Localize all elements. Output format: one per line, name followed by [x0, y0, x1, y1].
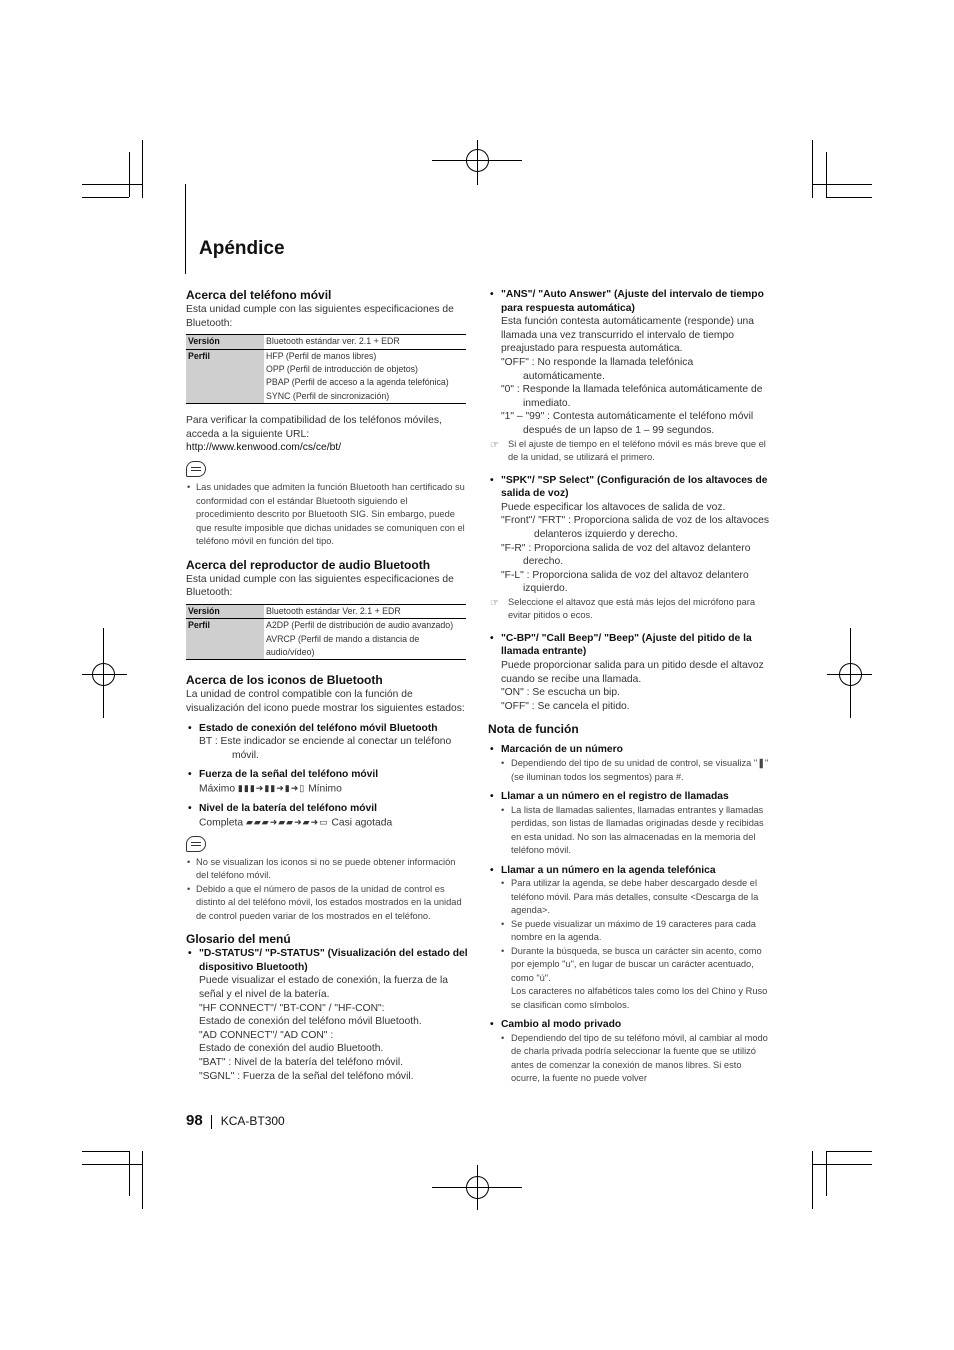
bullet-heading: • Cambio al modo privado: [490, 1019, 622, 1031]
paragraph: Puede proporcionar salida para un pitido desde el altavoz cuando se recibe una llamada.: [501, 660, 764, 685]
registration-mark: [466, 1176, 489, 1199]
bullet-heading: • "D-STATUS"/ "P-STATUS" (Visualización del estado del dispositivo Bluetooth): [188, 948, 468, 973]
paragraph: Estado de conexión del audio Bluetooth.: [199, 1043, 384, 1055]
bullet-heading: • Nivel de la batería del teléfono móvil: [188, 802, 377, 814]
note-icon: [186, 836, 206, 852]
spec-value: HFP (Perfil de manos libres): [266, 350, 377, 361]
paragraph: Para verificar la compatibilidad de los teléfonos móviles, acceda a la siguiente URL:: [186, 415, 442, 440]
note-icon: [186, 461, 206, 477]
bullet-heading: • "ANS"/ "Auto Answer" (Ajuste del intervalo de tiempo para respuesta automática): [490, 289, 764, 314]
right-column: [488, 288, 770, 1086]
paragraph: "SGNL" : Fuerza de la señal del teléfono móvil.: [199, 1070, 414, 1082]
spec-value: Bluetooth estándar Ver. 2.1 + EDR: [264, 604, 466, 618]
spec-value: A2DP (Perfil de distribución de audio avanzado): [266, 620, 454, 631]
paragraph: "F-L" : Proporciona salida de voz del altavoz delantero izquierdo.: [501, 569, 749, 595]
paragraph: "0" : Responde la llamada telefónica automáticamente de inmediato.: [501, 384, 763, 409]
bullet-heading: • "C-BP"/ "Call Beep"/ "Beep" (Ajuste del pitido de la llamada entrante): [490, 632, 752, 658]
signal-strength-icon: ▮▮▮➜▮▮➜▮➜▯: [237, 782, 306, 793]
note-item: • Para utilizar la agenda, se debe haber descargado desde el teléfono móvil. Para más detalles, consulte <Descarga de la agenda>.: [501, 878, 759, 916]
spec-key: Versión: [186, 335, 264, 349]
registration-mark: [839, 663, 862, 686]
note-item: • No se visualizan los iconos si no se puede obtener información del teléfono móvil.: [187, 856, 456, 881]
reference-note: ☞ Seleccione el altavoz que está más lejos del micrófono para evitar pitidos o ecos.: [490, 596, 756, 621]
crop-mark: [812, 184, 872, 185]
page-footer: [186, 1112, 285, 1129]
crop-mark: [826, 1151, 872, 1152]
paragraph: Estado de conexión del teléfono móvil Bluetooth.: [199, 1016, 422, 1028]
note-item: • Durante la búsqueda, se busca un carácter sin acento, como por ejemplo "u", en lugar de buscar un carácter acentuado, como "ú".: [501, 945, 762, 983]
battery-level-icon: ▰▰▰➜▰▰➜▰➜▭: [245, 816, 329, 827]
note-item: Los caracteres no alfabéticos tales como los del Chino y Ruso se clasifican como símbolos.: [511, 986, 768, 1010]
battery-levels: Completa ▰▰▰➜▰▰➜▰➜▭ Casi agotada: [199, 816, 393, 829]
title-bar: [185, 184, 186, 274]
crop-mark: [826, 152, 827, 197]
spec-table: [186, 604, 466, 661]
model-name: KCA-BT300: [220, 1114, 285, 1128]
bullet-heading: • Fuerza de la señal del teléfono móvil: [188, 769, 379, 781]
pointing-hand-icon: ☞: [490, 597, 499, 609]
bullet-heading: • Llamar a un número en el registro de llamadas: [490, 791, 729, 803]
spec-value: OPP (Perfil de introducción de objetos): [266, 364, 418, 374]
bullet-heading: • Estado de conexión del teléfono móvil Bluetooth: [188, 722, 438, 734]
spec-key: Perfil: [186, 349, 264, 404]
paragraph: BT : Este indicador se enciende al conectar un teléfono móvil.: [199, 736, 452, 761]
left-column: [186, 288, 468, 1083]
reference-note: ☞ Si el ajuste de tiempo en el teléfono móvil es más breve que el de la unidad, se utilizará el primero.: [490, 438, 766, 463]
crop-mark: [142, 1151, 143, 1209]
note-item: • La lista de llamadas salientes, llamadas entrantes y llamadas perdidas, son listas de llamadas originadas desde y recibidas en esta unidad. No son las almacenadas en la memoria del teléfono móvil.: [501, 804, 764, 856]
crop-mark: [82, 197, 129, 198]
spec-key: Perfil: [186, 619, 264, 660]
registration-mark: [466, 149, 489, 172]
crop-mark: [142, 140, 143, 198]
section-heading: Acerca del reproductor de audio Bluetooth: [186, 557, 431, 572]
crop-mark: [812, 1151, 813, 1209]
registration-mark: [92, 663, 115, 686]
signal-levels: Máximo ▮▮▮➜▮▮➜▮➜▯ Mínimo: [199, 782, 342, 795]
page-number: 98: [186, 1112, 203, 1129]
crop-mark: [812, 140, 813, 198]
crop-mark: [129, 152, 130, 197]
spec-value: Bluetooth estándar ver. 2.1 + EDR: [264, 335, 466, 349]
paragraph: "AD CONNECT"/ "AD CON" :: [199, 1029, 334, 1041]
paragraph: "BAT" : Nivel de la batería del teléfono móvil.: [199, 1056, 404, 1068]
page-title: Apéndice: [199, 238, 285, 259]
section-heading: Acerca del teléfono móvil: [186, 288, 332, 302]
paragraph: La unidad de control compatible con la función de visualización del icono puede mostrar los siguientes estados:: [186, 689, 465, 714]
crop-mark: [129, 1151, 130, 1196]
crop-mark: [826, 1151, 827, 1196]
paragraph: "ON" : Se escucha un bip.: [501, 687, 620, 699]
crop-mark: [812, 1164, 872, 1165]
paragraph: Esta unidad cumple con las siguientes especificaciones de Bluetooth:: [186, 304, 454, 329]
bullet-heading: • Marcación de un número: [490, 744, 623, 756]
spec-key: Versión: [186, 604, 264, 618]
section-heading: Nota de función: [488, 722, 579, 737]
paragraph: Esta función contesta automáticamente (responde) una llamada una vez transcurrido el intervalo de tiempo preajustado para respuesta automática.: [501, 316, 754, 355]
paragraph: "OFF" : Se cancela el pitido.: [501, 700, 630, 712]
note-item: • Debido a que el número de pasos de la unidad de control es distinto al del teléfono móvil, los estados mostrados en la unidad de control pueden variar de los mostrados en el teléfono.: [187, 883, 462, 921]
crop-mark: [82, 1151, 129, 1152]
paragraph: "Front"/ "FRT" : Proporciona salida de voz de los altavoces delanteros izquierdo y derecho.: [501, 515, 769, 540]
spec-value: SYNC (Perfil de sincronización): [266, 390, 390, 401]
spec-value: AVRCP (Perfil de mando a distancia de audio/vídeo): [266, 633, 420, 657]
paragraph: "OFF" : No responde la llamada telefónica automáticamente.: [501, 356, 694, 382]
support-link[interactable]: http://www.kenwood.com/cs/ce/bt/: [186, 442, 342, 454]
spec-value: PBAP (Perfil de acceso a la agenda telefónica): [266, 377, 449, 388]
paragraph: Puede visualizar el estado de conexión, la fuerza de la señal y el nivel de la batería.: [199, 975, 449, 1000]
note-item: • Se puede visualizar un máximo de 19 caracteres para cada nombre en la agenda.: [501, 918, 756, 943]
paragraph: "HF CONNECT"/ "BT-CON" / "HF-CON":: [199, 1002, 385, 1014]
paragraph: "1" – "99" : Contesta automáticamente el teléfono móvil después de un lapso de 1 – 99 segundos.: [501, 411, 754, 436]
crop-mark: [82, 1164, 142, 1165]
section-heading: Acerca de los iconos de Bluetooth: [186, 673, 383, 688]
spec-table: [186, 334, 466, 404]
bullet-heading: • Llamar a un número en la agenda telefónica: [490, 864, 716, 876]
crop-mark: [82, 184, 142, 185]
note-item: • Dependiendo del tipo de su teléfono móvil, al cambiar al modo de charla privada podría seleccionar la fuente que se utilizó antes de comenzar la conexión de manos libres. Si esto ocurre, la fuente no puede volver: [501, 1032, 768, 1084]
note-item: • Dependiendo del tipo de su unidad de control, se visualiza "❚" (se iluminan todos los segmentos) para #.: [501, 758, 769, 782]
bullet-heading: • "SPK"/ "SP Select" (Configuración de los altavoces de salida de voz): [490, 474, 768, 500]
pointing-hand-icon: ☞: [490, 439, 499, 451]
crop-mark: [826, 197, 872, 198]
paragraph: "F-R" : Proporciona salida de voz del altavoz delantero derecho.: [501, 542, 751, 568]
paragraph: Esta unidad cumple con las siguientes especificaciones de Bluetooth:: [186, 573, 454, 599]
section-heading: Glosario del menú: [186, 932, 291, 947]
paragraph: Puede especificar los altavoces de salida de voz.: [501, 501, 726, 513]
note-item: • Las unidades que admiten la función Bluetooth han certificado su conformidad con el estándar Bluetooth siguiendo el procedimiento descrito por Bluetooth SIG. Sin embargo, puede que resulte imposible que dichas unidades se comuniquen con el teléfono móvil en función del tipo.: [187, 482, 465, 546]
